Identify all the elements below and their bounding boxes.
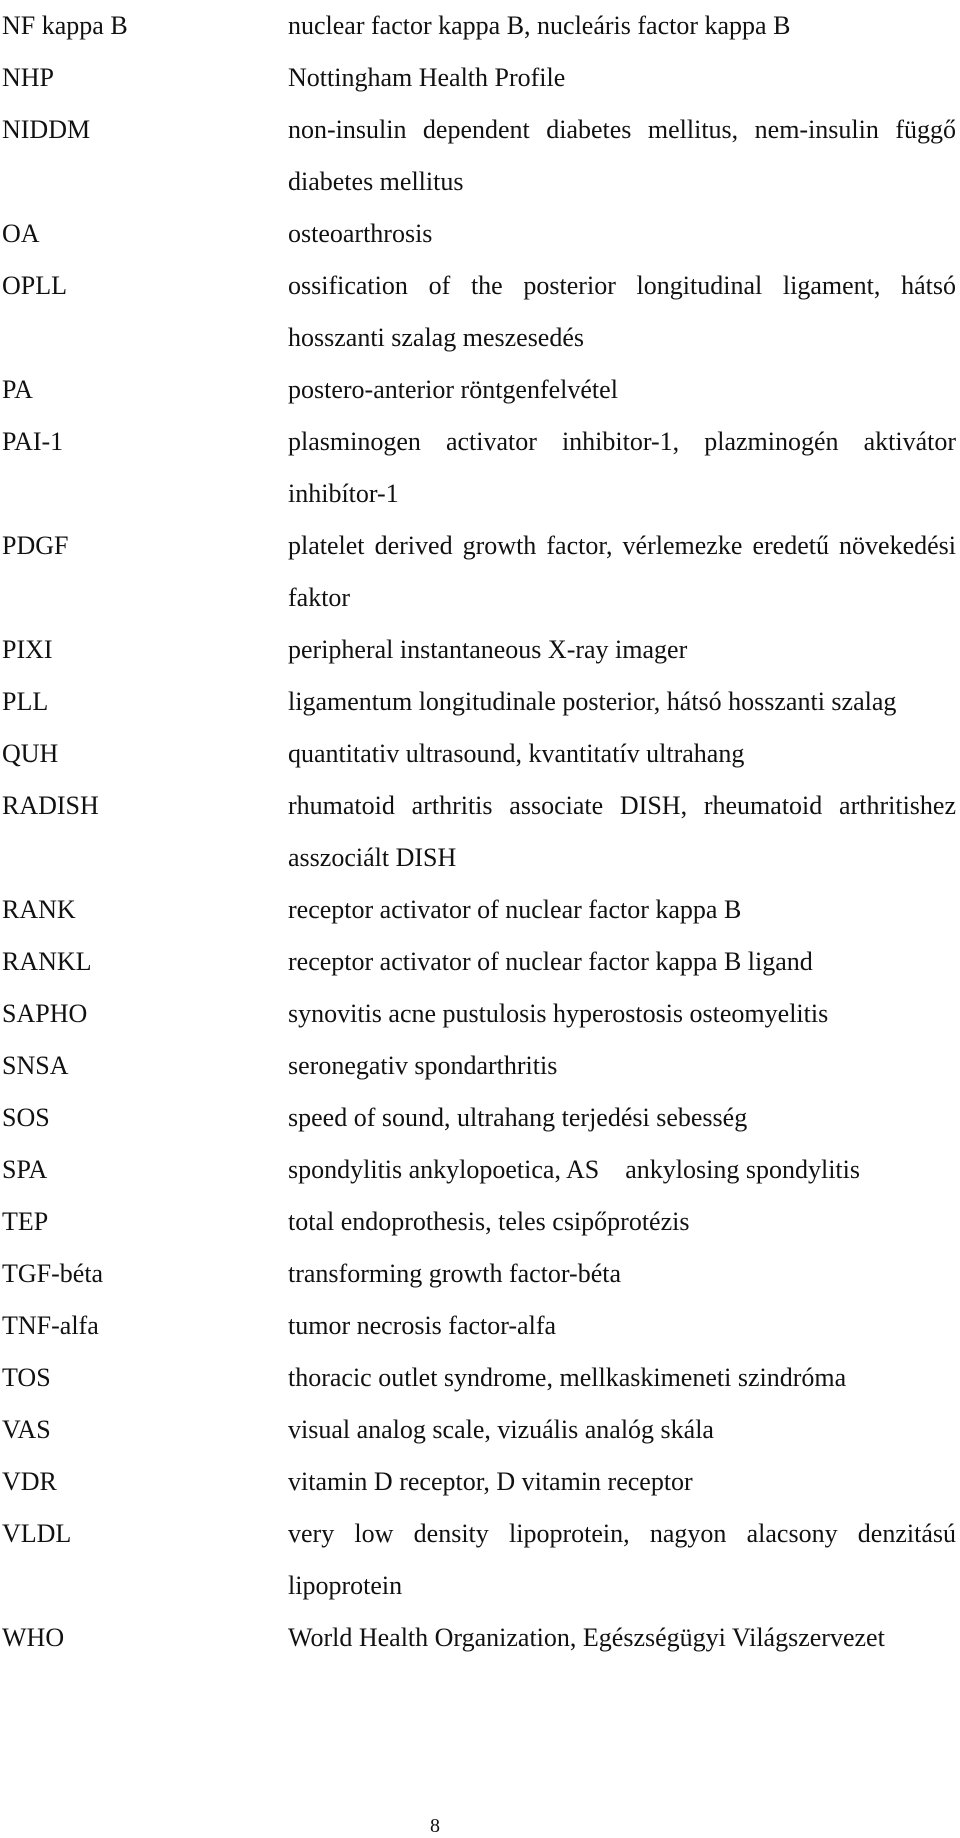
abbreviation-term: PIXI (2, 635, 53, 664)
list-item (0, 624, 960, 676)
list-item (0, 364, 960, 416)
abbreviation-definition: receptor activator of nuclear factor kappa B ligand (288, 947, 813, 976)
abbreviation-term: TGF-béta (2, 1259, 104, 1288)
abbreviation-definition: speed of sound, ultrahang terjedési sebesség (288, 1103, 748, 1132)
abbreviation-definition: spondylitis ankylopoetica, AS ankylosing spondylitis (288, 1155, 860, 1184)
abbreviation-definition: osteoarthrosis (288, 219, 433, 248)
abbreviation-term: QUH (2, 739, 59, 768)
list-item (0, 52, 960, 104)
list-item (0, 728, 960, 780)
abbreviation-definition: synovitis acne pustulosis hyperostosis osteomyelitis (288, 999, 829, 1028)
abbreviation-term: VLDL (2, 1519, 72, 1548)
list-item (0, 676, 960, 728)
abbreviation-definition: peripheral instantaneous X-ray imager (288, 635, 688, 664)
abbreviation-term: PAI-1 (2, 427, 64, 456)
list-item (0, 1300, 960, 1352)
page-number: 8 (430, 1815, 440, 1837)
abbreviation-term: RANK (2, 895, 76, 924)
abbreviation-term: VDR (2, 1467, 57, 1496)
abbreviation-term: TEP (2, 1207, 49, 1236)
abbreviation-term: TNF-alfa (2, 1311, 99, 1340)
list-item (0, 1092, 960, 1144)
list-item (0, 780, 960, 884)
list-item (0, 104, 960, 208)
abbreviation-definition: World Health Organization, Egészségügyi Világszervezet (288, 1623, 885, 1652)
abbreviation-term: SOS (2, 1103, 50, 1132)
abbreviation-definition: Nottingham Health Profile (288, 63, 566, 92)
abbreviation-definition: seronegativ spondarthritis (288, 1051, 558, 1080)
abbreviation-definition: vitamin D receptor, D vitamin receptor (288, 1467, 693, 1496)
abbreviation-definition: plasminogen activator inhibitor-1, plazminogén aktivátor inhibítor-1 (288, 427, 956, 508)
abbreviation-term: VAS (2, 1415, 51, 1444)
abbreviation-term: PLL (2, 687, 49, 716)
list-item (0, 260, 960, 364)
list-item (0, 416, 960, 520)
abbreviation-definition: tumor necrosis factor-alfa (288, 1311, 557, 1340)
list-item (0, 1352, 960, 1404)
list-item (0, 1508, 960, 1612)
list-item (0, 936, 960, 988)
abbreviation-definition: platelet derived growth factor, vérlemezke eredetű növekedési faktor (288, 531, 956, 612)
abbreviation-definition: visual analog scale, vizuális analóg skála (288, 1415, 714, 1444)
list-item (0, 1040, 960, 1092)
list-item (0, 988, 960, 1040)
list-item (0, 208, 960, 260)
abbreviation-term: PDGF (2, 531, 69, 560)
list-item (0, 1196, 960, 1248)
abbreviation-definition: total endoprothesis, teles csipőprotézis (288, 1207, 690, 1236)
abbreviation-definition: postero-anterior röntgenfelvétel (288, 375, 618, 404)
list-item (0, 0, 960, 52)
list-item (0, 1144, 960, 1196)
abbreviation-term: RADISH (2, 791, 99, 820)
abbreviation-definition: non-insulin dependent diabetes mellitus, nem-insulin függő diabetes mellitus (288, 115, 956, 196)
abbreviation-term: TOS (2, 1363, 51, 1392)
list-item (0, 1404, 960, 1456)
abbreviation-definition: receptor activator of nuclear factor kappa B (288, 895, 742, 924)
abbreviation-definition: transforming growth factor-béta (288, 1259, 622, 1288)
abbreviation-definition: quantitativ ultrasound, kvantitatív ultrahang (288, 739, 745, 768)
abbreviation-definition: rhumatoid arthritis associate DISH, rheumatoid arthritishez asszociált DISH (288, 791, 956, 872)
abbreviation-term: SPA (2, 1155, 48, 1184)
abbreviation-definition: very low density lipoprotein, nagyon alacsony denzitású lipoprotein (288, 1519, 956, 1600)
abbreviation-term: SNSA (2, 1051, 69, 1080)
abbreviation-term: OPLL (2, 271, 67, 300)
abbreviation-term: OA (2, 219, 40, 248)
list-item (0, 884, 960, 936)
abbreviation-definition: ligamentum longitudinale posterior, hátsó hosszanti szalag (288, 687, 897, 716)
abbreviation-term: NIDDM (2, 115, 91, 144)
abbreviation-definition: thoracic outlet syndrome, mellkaskimeneti szindróma (288, 1363, 847, 1392)
abbreviation-term: NF kappa B (2, 11, 128, 40)
abbreviation-term: PA (2, 375, 33, 404)
abbreviation-term: NHP (2, 63, 55, 92)
abbreviation-term: SAPHO (2, 999, 88, 1028)
abbreviation-definition: nuclear factor kappa B, nucleáris factor kappa B (288, 11, 791, 40)
list-item (0, 1612, 960, 1664)
abbreviation-definition: ossification of the posterior longitudinal ligament, hátsó hosszanti szalag meszesedés (288, 271, 956, 352)
list-item (0, 520, 960, 624)
list-item (0, 1248, 960, 1300)
abbreviation-term: WHO (2, 1623, 65, 1652)
list-item (0, 1456, 960, 1508)
abbreviation-term: RANKL (2, 947, 92, 976)
